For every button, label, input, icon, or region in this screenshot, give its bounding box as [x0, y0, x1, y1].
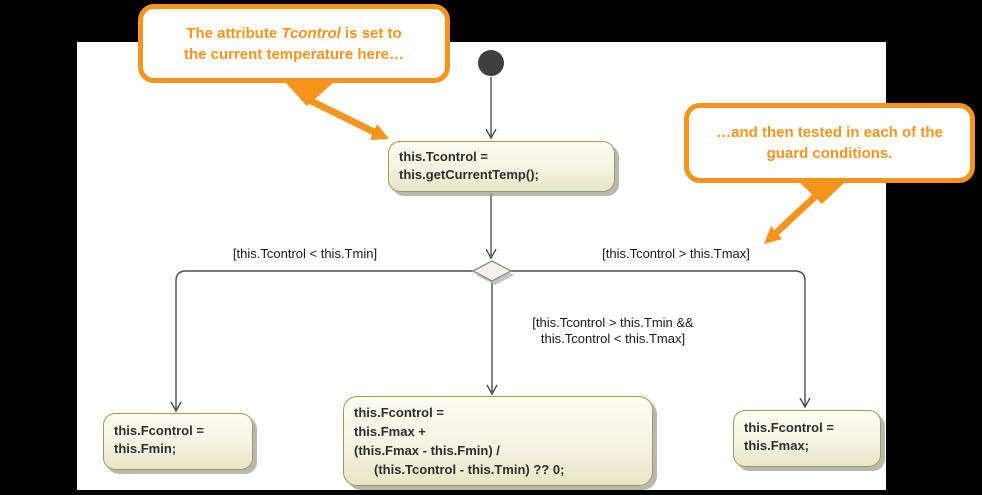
callout-text-suffix: is set to [340, 24, 402, 42]
action-node-fmax [733, 410, 881, 467]
action-line: this.Fcontrol = [744, 420, 834, 435]
guard-arrow-line [777, 190, 822, 232]
callout-line: …and then tested in each of the [716, 124, 943, 141]
callout-line: the current temperature here… [183, 45, 405, 63]
guard-line: this.Tcontrol < this.Tmax] [540, 331, 686, 346]
action-line: this.Fmax; [744, 438, 810, 453]
guard-label-between [498, 315, 728, 347]
callout-text [143, 23, 445, 65]
callout-line: guard conditions. [766, 145, 893, 162]
settemp-arrow-line [303, 97, 374, 132]
action-line: this.Tcontrol = [399, 149, 488, 164]
action-node-interpolate [343, 396, 653, 486]
action-line: this.Fcontrol = [114, 423, 204, 438]
callout-set-temp [138, 4, 450, 83]
action-line: (this.Fmax - this.Fmin) / [354, 443, 500, 458]
action-line: this.Fmin; [114, 441, 177, 456]
action-line: this.Fcontrol = [354, 405, 444, 420]
initial-node [478, 50, 504, 76]
action-node-fmin [103, 413, 253, 470]
guard-line: [this.Tcontrol > this.Tmin && [532, 315, 694, 330]
guard-label-tmax: [this.Tcontrol > this.Tmax] [602, 246, 750, 261]
action-line: this.getCurrentTemp(); [399, 167, 539, 182]
callout-line [143, 23, 445, 44]
action-node-set-tcontrol [388, 141, 615, 192]
callout-text-prefix: The attribute [186, 24, 282, 42]
edge-decision-to-fmin [176, 271, 473, 410]
guard-label-tmin: [this.Tcontrol < this.Tmin] [232, 246, 378, 261]
callout-text [689, 122, 970, 164]
callout-text-italic: Tcontrol [281, 24, 341, 42]
callout-guard-test [684, 103, 975, 183]
action-line: this.Fmax + [354, 424, 426, 439]
action-line: (this.Tcontrol - this.Tmin) ?? 0; [374, 462, 565, 477]
